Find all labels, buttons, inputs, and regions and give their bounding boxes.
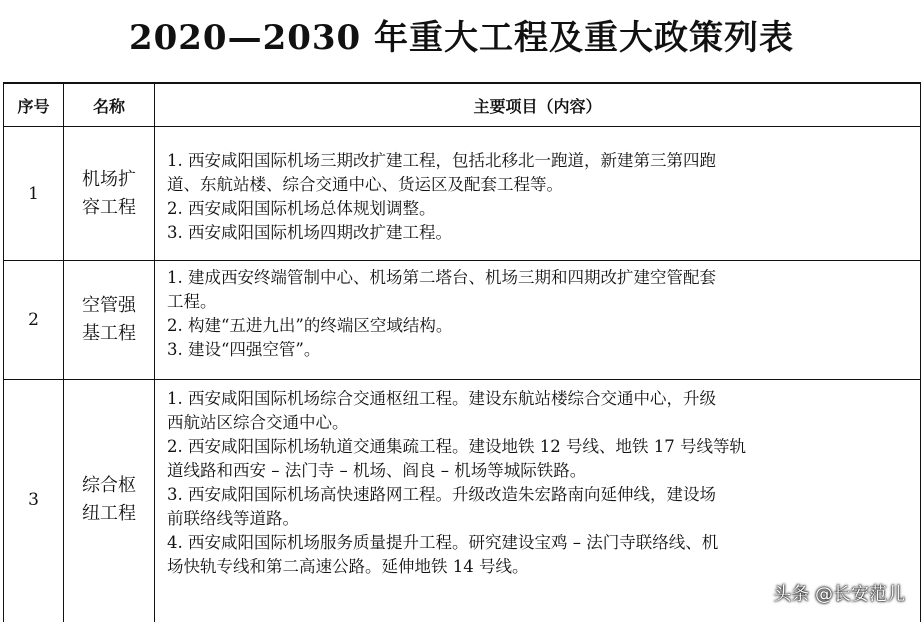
row-1-content: 1. 西安咸阳国际机场三期改扩建工程，包括北移北一跑道，新建第三第四跑 道、东航站楼、综合交通中心、货运区及配套工程等。 2. 西安咸阳国际机场总体规划调整。 3. 西安咸阳国际机场四期改扩建工程。 [167, 151, 716, 242]
row-3-number: 3 [28, 490, 39, 510]
row-3-content: 1. 西安咸阳国际机场综合交通枢纽工程。建设东航站楼综合交通中心，升级 西航站区综合交通中心。 2. 西安咸阳国际机场轨道交通集疏工程。建设地铁 12 号线、地铁 17 号线等轨 道线路和西安 – 法门寺 – 机场、阎良 – 机场等城际铁路。 3. 西安咸阳国际机场高快速路网工程。升级改造朱宏路南向延伸线，建设场 前联络线等道路。 4. 西安咸阳国际机场服务质量提升工程。研究建设宝鸡 – 法门寺联络线、机 场快轨专线和第二高速公路。延伸地铁 14 号线。 [167, 389, 746, 576]
row-2-name: 空管强 基工程 [82, 295, 136, 344]
row-1-name: 机场扩 容工程 [82, 168, 136, 218]
source-watermark: 头条 @长安范儿 [773, 584, 905, 605]
row-2-number: 2 [28, 310, 39, 330]
header-name: 名称 [92, 96, 125, 116]
header-no: 序号 [17, 96, 50, 116]
projects-table [3, 82, 921, 622]
row-1-number: 1 [28, 183, 39, 204]
page-title: 2020—2030 年重大工程及重大政策列表 [128, 18, 795, 58]
row-2-content: 1. 建成西安终端管制中心、机场第二塔台、机场三期和四期改扩建空管配套 工程。 2. 构建“五进九出”的终端区空域结构。 3. 建设“四强空管”。 [167, 268, 716, 359]
row-3-name: 综合枢 纽工程 [82, 475, 136, 524]
header-content: 主要项目（内容） [473, 96, 602, 116]
